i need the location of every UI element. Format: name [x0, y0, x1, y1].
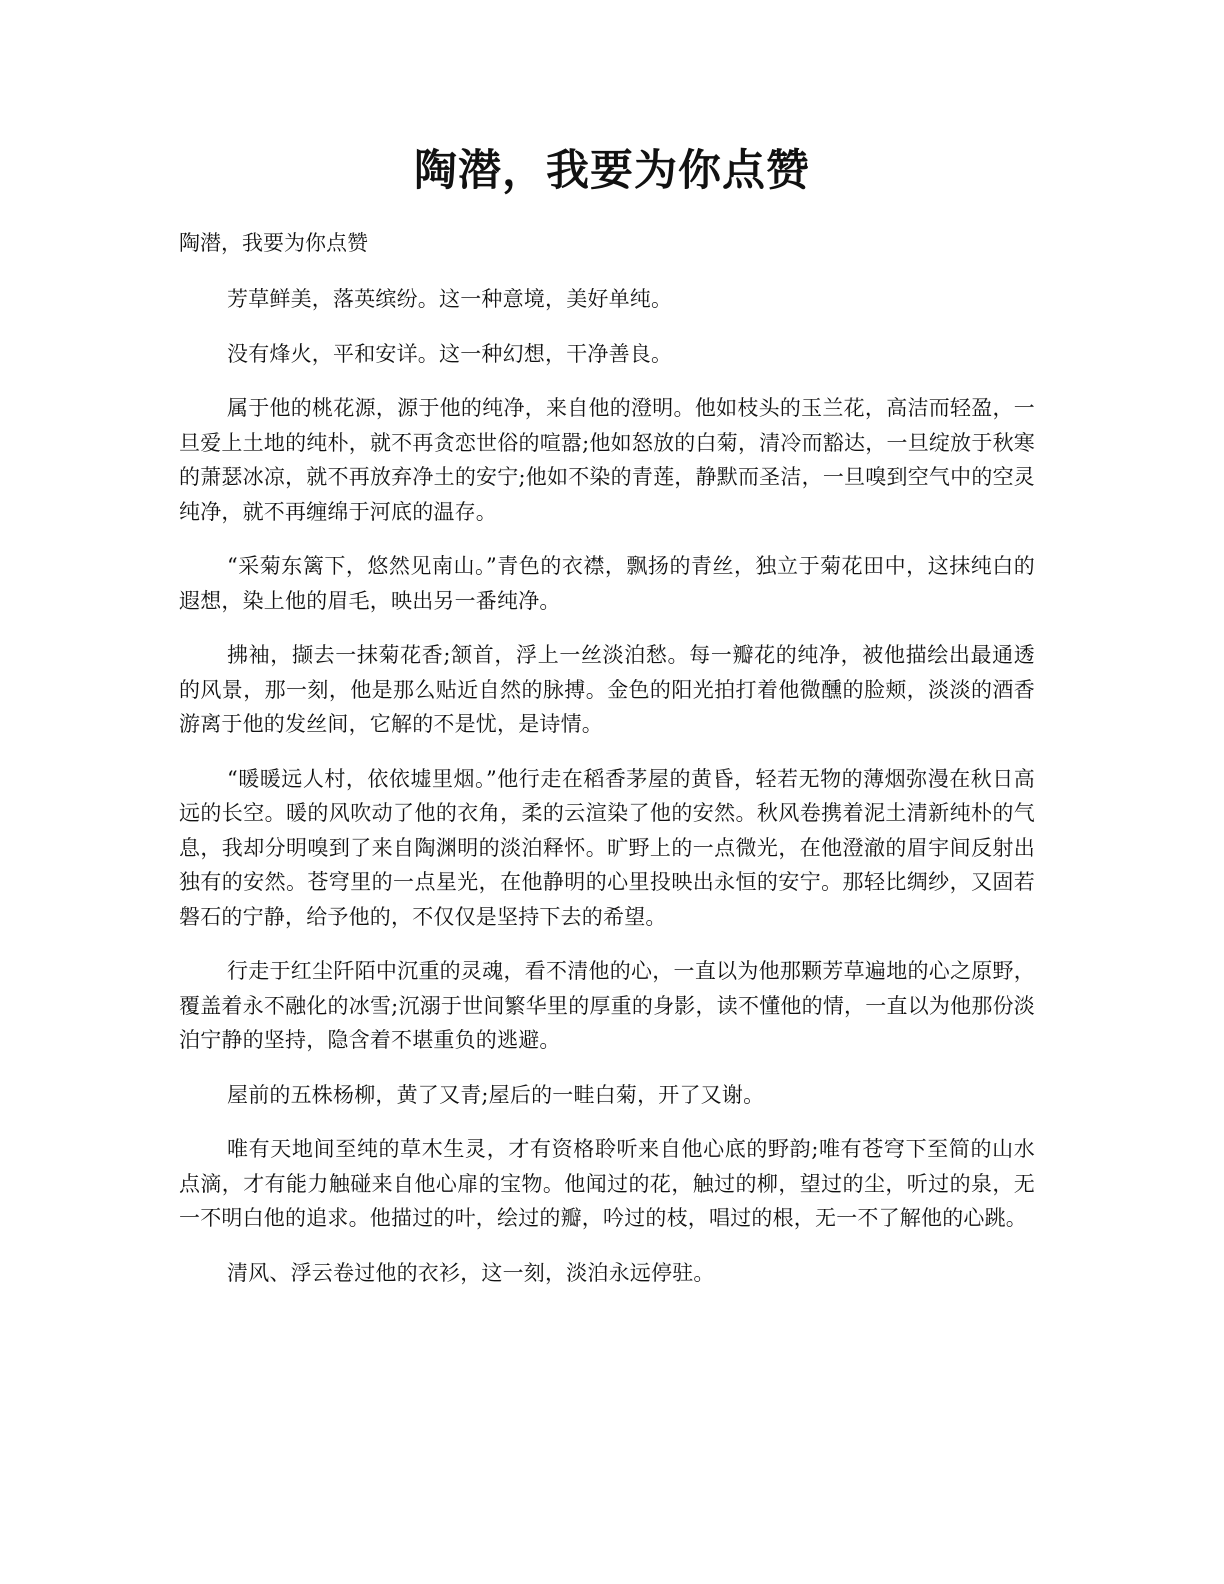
paragraph: “暖暖远人村，依依墟里烟。”他行走在稻香茅屋的黄昏，轻若无物的薄烟弥漫在秋日高远的长空。暖的风吹动了他的衣角，柔的云渲染了他的安然。秋风卷携着泥土清新纯朴的气息，我却分明嗅到了来自陶渊明的淡泊释怀。旷野上的一点微光，在他澄澈的眉宇间反射出独有的安然。苍穹里的一点星光，在他静明的心里投映出永恒的安宁。那轻比绸纱，又固若磐石的宁静，给予他的，不仅仅是坚持下去的希望。	[179, 766, 1035, 929]
paragraph: 拂袖，撷去一抹菊花香;颔首，浮上一丝淡泊愁。每一瓣花的纯净，被他描绘出最通透的风景，那一刻，他是那么贴近自然的脉搏。金色的阳光拍打着他微醺的脸颊，淡淡的酒香游离于他的发丝间，它解的不是忧，是诗情。	[179, 643, 1035, 736]
paragraph: 唯有天地间至纯的草木生灵，才有资格聆听来自他心底的野韵;唯有苍穹下至简的山水点滴，才有能力触碰来自他心扉的宝物。他闻过的花，触过的柳，望过的尘，听过的泉，无一不明白他的追求。他描过的叶，绘过的瓣，吟过的枝，唱过的根，无一不了解他的心跳。	[179, 1137, 1035, 1230]
article-body	[179, 226, 1035, 1310]
paragraph: 属于他的桃花源，源于他的纯净，来自他的澄明。他如枝头的玉兰花，高洁而轻盈，一旦爱上土地的纯朴，就不再贪恋世俗的喧嚣;他如怒放的白菊，清冷而豁达，一旦绽放于秋寒的萧瑟冰凉，就不再放弃净土的安宁;他如不染的青莲，静默而圣洁，一旦嗅到空气中的空灵纯净，就不再缠绵于河底的温存。	[179, 396, 1035, 524]
article-subtitle: 陶潜，我要为你点赞	[179, 231, 368, 255]
paragraph: 行走于红尘阡陌中沉重的灵魂，看不清他的心，一直以为他那颗芳草遍地的心之原野，覆盖着永不融化的冰雪;沉溺于世间繁华里的厚重的身影，读不懂他的情，一直以为他那份淡泊宁静的坚持，隐含着不堪重负的逃避。	[179, 959, 1035, 1052]
paragraph: 芳草鲜美，落英缤纷。这一种意境，美好单纯。	[227, 287, 673, 311]
paragraph: 没有烽火，平和安详。这一种幻想，干净善良。	[227, 341, 673, 366]
paragraph: 清风、浮云卷过他的衣衫，这一刻，淡泊永远停驻。	[227, 1260, 715, 1285]
paragraph: “采菊东篱下，悠然见南山。”青色的衣襟，飘扬的青丝，独立于菊花田中，这抹纯白的遐想，染上他的眉毛，映出另一番纯净。	[179, 554, 1035, 613]
page-title: 陶潜，我要为你点赞	[414, 146, 810, 196]
paragraph: 屋前的五株杨柳，黄了又青;屋后的一畦白菊，开了又谢。	[227, 1082, 765, 1107]
